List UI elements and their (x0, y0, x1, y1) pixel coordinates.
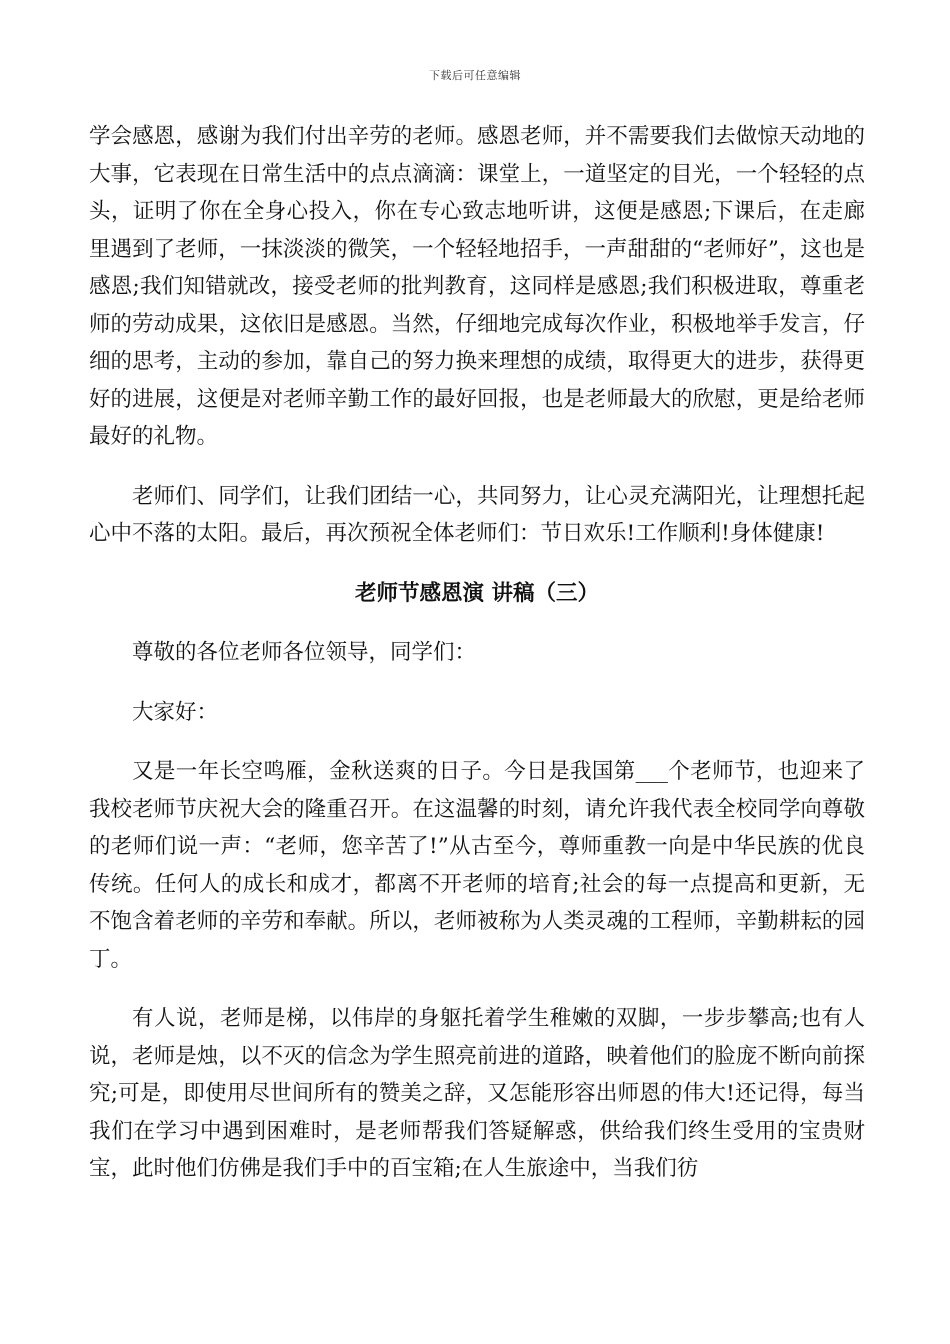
greeting: 大家好： (132, 699, 219, 725)
document-body (89, 118, 865, 1210)
paragraph-closing-wishes: 老师们、同学们，让我们团结一心，共同努力，让心灵充满阳光，让理想托起心中不落的太阳。最后，再次预祝全体老师们：节日欢乐!工作顺利!身体健康! (89, 483, 865, 546)
header-note: 下载后可任意编辑 (429, 69, 521, 82)
salutation: 尊敬的各位老师各位领导，同学们： (132, 640, 477, 665)
paragraph-teachers-day: 又是一年长空鸣雁，金秋送爽的日子。今日是我国第___个老师节，也迎来了我校老师节庆祝大会的隆重召开。在这温馨的时刻，请允许我代表全校同学向尊敬的老师们说一声：“老师，您辛苦了!”从古至今，尊师重教一向是中华民族的优良传统。任何人的成长和成才，都离不开老师的培育;社会的每一点提高和更新，无不饱含着老师的辛劳和奉献。所以，老师被称为人类灵魂的工程师，辛勤耕耘的园丁。 (89, 759, 865, 972)
section-title: 老师节感恩演 讲稿（三） (355, 580, 599, 606)
paragraph-gratitude: 学会感恩，感谢为我们付出辛劳的老师。感恩老师，并不需要我们去做惊天动地的大事，它表现在日常生活中的点点滴滴：课堂上，一道坚定的目光，一个轻轻的点头，证明了你在全身心投入，你在专心致志地听讲，这便是感恩;下课后，在走廊里遇到了老师，一抹淡淡的微笑，一个轻轻地招手，一声甜甜的“老师好”，这也是感恩;我们知错就改，接受老师的批判教育，这同样是感恩;我们积极进取，尊重老师的劳动成果，这依旧是感恩。当然，仔细地完成每次作业，积极地举手发言，仔细的思考，主动的参加，靠自己的努力换来理想的成绩，取得更大的进步，获得更好的进展，这便是对老师辛勤工作的最好回报，也是老师最大的欣慰，更是给老师最好的礼物。 (89, 124, 865, 449)
paragraph-teacher-metaphors: 有人说，老师是梯，以伟岸的身躯托着学生稚嫩的双脚，一步步攀高;也有人说，老师是烛，以不灭的信念为学生照亮前进的道路，映着他们的脸庞不断向前探究;可是，即使用尽世间所有的赞美之辞，又怎能形容出师恩的伟大!还记得，每当我们在学习中遇到困难时，是老师帮我们答疑解惑，供给我们终生受用的宝贵财宝，此时他们仿佛是我们手中的百宝箱;在人生旅途中，当我们彷 (89, 1006, 865, 1181)
